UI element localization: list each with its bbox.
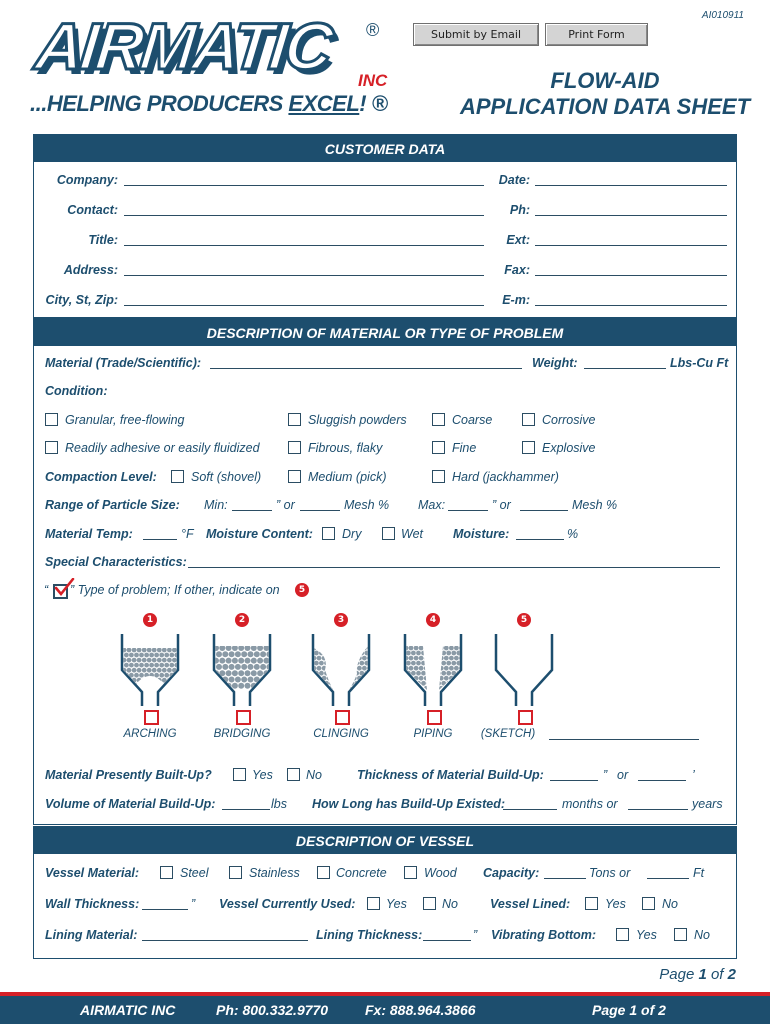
months-field[interactable]: [503, 797, 557, 810]
logo-tagline: ...HELPING PRODUCERS EXCEL! ®: [30, 91, 388, 116]
vessel-material-label: Vessel Material:: [45, 866, 140, 880]
moisture-wet-label: Wet: [401, 527, 423, 541]
capacity-tons-field[interactable]: [544, 866, 586, 879]
special-characteristics-field[interactable]: [188, 555, 720, 568]
customer-city-st-zip-field[interactable]: [124, 293, 484, 306]
min-inch-field[interactable]: [232, 498, 272, 511]
footer-fax: Fx: 888.964.3866: [365, 1002, 476, 1018]
page-indicator: Page 1 of 2: [659, 966, 736, 983]
customer-fax-label: Fax:: [504, 263, 530, 277]
customer-title-field[interactable]: [124, 233, 484, 246]
compaction-label: Compaction Level:: [45, 470, 157, 484]
vessel-concrete-checkbox[interactable]: [317, 866, 330, 879]
weight-field[interactable]: [584, 356, 666, 369]
customer-date-field[interactable]: [535, 173, 727, 186]
material-header: DESCRIPTION OF MATERIAL OR TYPE OF PROBLEM: [33, 318, 737, 346]
vessel-lined-no-checkbox[interactable]: [642, 897, 655, 910]
problem-open-quote: “: [44, 583, 49, 597]
footer-company: AIRMATIC INC: [80, 1002, 176, 1018]
problem-clinging-number: 3: [334, 613, 348, 627]
problem-bridging-number: 2: [235, 613, 249, 627]
wall-thickness-label: Wall Thickness:: [45, 897, 140, 911]
moisture-unit: %: [567, 527, 579, 541]
thickness-foot-field[interactable]: [638, 768, 686, 781]
condition-corrosive-checkbox[interactable]: [522, 413, 535, 426]
vessel-wood-checkbox[interactable]: [404, 866, 417, 879]
builtup-yes-label: Yes: [252, 768, 273, 782]
customer-e-m-label: E-m:: [502, 293, 530, 307]
temp-label: Material Temp:: [45, 527, 133, 541]
problem-clinging-checkbox[interactable]: [335, 710, 350, 725]
vessel-steel-checkbox[interactable]: [160, 866, 173, 879]
condition-coarse-label: Coarse: [452, 413, 493, 427]
capacity-label: Capacity:: [483, 866, 540, 880]
problem-arching-number: 1: [143, 613, 157, 627]
max-mesh-pct: Mesh %: [572, 498, 618, 512]
condition-fine-label: Fine: [452, 441, 477, 455]
company-logo: [30, 9, 400, 121]
max-mesh-field[interactable]: [520, 498, 568, 511]
customer-city-st-zip-label: City, St, Zip:: [45, 293, 118, 307]
customer-company-label: Company:: [56, 173, 118, 187]
problem-arching-illustration: [120, 634, 180, 708]
builtup-no-label: No: [306, 768, 322, 782]
wall-thickness-field[interactable]: [142, 897, 188, 910]
logo-inc: INC: [358, 71, 388, 90]
problem-check-example-icon: [53, 584, 68, 599]
condition-sluggish-powders-label: Sluggish powders: [308, 413, 407, 427]
problem-arching-label: ARCHING: [123, 728, 177, 740]
condition-label: Condition:: [45, 384, 108, 398]
material-panel: [33, 318, 737, 825]
sketch-field[interactable]: [549, 727, 699, 740]
vibrating-no-label: No: [694, 928, 710, 942]
problem-bridging-label: BRIDGING: [213, 728, 271, 740]
condition-granular-free-flowing-label: Granular, free-flowing: [65, 413, 185, 427]
particle-size-label: Range of Particle Size:: [45, 498, 180, 512]
customer-contact-field[interactable]: [124, 203, 484, 216]
problem-sketch-illustration: [494, 634, 554, 708]
condition-coarse-checkbox[interactable]: [432, 413, 445, 426]
months-or: months or: [562, 797, 618, 811]
min-mesh-pct: Mesh %: [344, 498, 390, 512]
submit-by-email-button[interactable]: Submit by Email: [413, 23, 539, 46]
logo-reg: ®: [366, 20, 380, 40]
condition-fibrous-flaky-label: Fibrous, flaky: [308, 441, 383, 455]
customer-date-label: Date:: [498, 173, 530, 187]
vessel-lined-yes-label: Yes: [605, 897, 626, 911]
customer-ext-label: Ext:: [506, 233, 530, 247]
problem-sketch-number: 5: [517, 613, 531, 627]
vessel-used-yes-checkbox[interactable]: [367, 897, 380, 910]
problem-bridging-illustration: [212, 634, 272, 708]
customer-contact-label: Contact:: [67, 203, 118, 217]
temp-unit: °F: [181, 527, 194, 541]
vessel-used-no-checkbox[interactable]: [423, 897, 436, 910]
vessel-lined-yes-checkbox[interactable]: [585, 897, 598, 910]
volume-label: Volume of Material Build-Up:: [45, 797, 216, 811]
temp-field[interactable]: [143, 527, 177, 540]
customer-company-field[interactable]: [124, 173, 484, 186]
vessel-header: DESCRIPTION OF VESSEL: [33, 826, 737, 854]
builtup-label: Material Presently Built-Up?: [45, 768, 212, 782]
years-field[interactable]: [628, 797, 688, 810]
min-label: Min:: [204, 498, 228, 512]
condition-explosive-label: Explosive: [542, 441, 596, 455]
weight-label: Weight:: [532, 356, 578, 370]
problem-sketch-label: (SKETCH): [480, 728, 536, 740]
capacity-tons-or: Tons or: [589, 866, 631, 880]
problem-piping-checkbox[interactable]: [427, 710, 442, 725]
problem-num-badge: 5: [295, 583, 309, 597]
years-label: years: [692, 797, 723, 811]
vessel-stainless-label: Stainless: [249, 866, 300, 880]
lining-thickness-label: Lining Thickness:: [316, 928, 423, 942]
lining-inch-mark: ”: [473, 928, 478, 942]
compaction-hard-checkbox[interactable]: [432, 470, 445, 483]
print-form-button[interactable]: Print Form: [545, 23, 648, 46]
vibrating-yes-checkbox[interactable]: [616, 928, 629, 941]
problem-sketch-checkbox[interactable]: [518, 710, 533, 725]
customer-ph-label: Ph:: [509, 203, 530, 217]
vessel-used-no-label: No: [442, 897, 458, 911]
condition-explosive-checkbox[interactable]: [522, 441, 535, 454]
capacity-ft: Ft: [693, 866, 705, 880]
problem-piping-label: PIPING: [413, 728, 453, 740]
compaction-medium-label: Medium (pick): [308, 470, 387, 484]
lining-material-field[interactable]: [142, 928, 308, 941]
compaction-soft-checkbox[interactable]: [171, 470, 184, 483]
customer-title-label: Title:: [88, 233, 118, 247]
customer-fax-field[interactable]: [535, 263, 727, 276]
min-mesh-field[interactable]: [300, 498, 340, 511]
condition-sluggish-powders-checkbox[interactable]: [288, 413, 301, 426]
compaction-hard-label: Hard (jackhammer): [452, 470, 559, 484]
max-inch-field[interactable]: [448, 498, 488, 511]
weight-unit: Lbs-Cu Ft: [670, 356, 729, 370]
moisture-dry-label: Dry: [342, 527, 362, 541]
vibrating-no-checkbox[interactable]: [674, 928, 687, 941]
doc-code: AI010911: [701, 10, 744, 21]
customer-ext-field[interactable]: [535, 233, 727, 246]
problem-clinging-illustration: [311, 634, 371, 708]
howlong-label: How Long has Build-Up Existed:: [312, 797, 506, 811]
compaction-soft-label: Soft (shovel): [191, 470, 262, 484]
problem-arching-checkbox[interactable]: [144, 710, 159, 725]
vessel-used-label: Vessel Currently Used:: [219, 897, 356, 911]
problem-bridging-checkbox[interactable]: [236, 710, 251, 725]
vessel-lined-no-label: No: [662, 897, 678, 911]
condition-corrosive-label: Corrosive: [542, 413, 596, 427]
compaction-medium-checkbox[interactable]: [288, 470, 301, 483]
customer-e-m-field[interactable]: [535, 293, 727, 306]
min-inch-or: ” or: [276, 498, 295, 512]
vessel-concrete-label: Concrete: [336, 866, 387, 880]
vessel-used-yes-label: Yes: [386, 897, 407, 911]
moisture-label: Moisture:: [453, 527, 510, 541]
problem-instruction: ” Type of problem; If other, indicate on: [70, 583, 280, 597]
max-label: Max:: [418, 498, 446, 512]
customer-address-field[interactable]: [124, 263, 484, 276]
condition-readily-adhesive-or-easily-fluidized-label: Readily adhesive or easily fluidized: [65, 441, 260, 455]
volume-lbs: lbs: [271, 797, 287, 811]
condition-readily-adhesive-or-easily-fluidized-checkbox[interactable]: [45, 441, 58, 454]
moisture-wet-checkbox[interactable]: [382, 527, 395, 540]
material-label: Material (Trade/Scientific):: [45, 356, 202, 370]
logo-brand: AIRMATIC: [32, 9, 334, 83]
thickness-label: Thickness of Material Build-Up:: [357, 768, 544, 782]
thickness-inch-mark: ”: [603, 768, 608, 782]
moisture-dry-checkbox[interactable]: [322, 527, 335, 540]
max-inch-or: ” or: [492, 498, 511, 512]
customer-address-label: Address:: [63, 263, 118, 277]
lining-thickness-field[interactable]: [423, 928, 471, 941]
footer-page: Page 1 of 2: [592, 1002, 666, 1018]
vessel-lined-label: Vessel Lined:: [490, 897, 571, 911]
moisture-content-label: Moisture Content:: [206, 527, 313, 541]
builtup-no-checkbox[interactable]: [287, 768, 300, 781]
form-title: FLOW-AID APPLICATION DATA SHEET: [459, 68, 751, 119]
vessel-steel-label: Steel: [180, 866, 209, 880]
thickness-foot-mark: ’: [692, 768, 695, 782]
volume-field[interactable]: [222, 797, 270, 810]
condition-fine-checkbox[interactable]: [432, 441, 445, 454]
vessel-stainless-checkbox[interactable]: [229, 866, 242, 879]
moisture-field[interactable]: [516, 527, 564, 540]
vessel-wood-label: Wood: [424, 866, 457, 880]
problem-piping-number: 4: [426, 613, 440, 627]
wall-inch-mark: ”: [191, 897, 196, 911]
footer-bar: [0, 996, 770, 1024]
condition-fibrous-flaky-checkbox[interactable]: [288, 441, 301, 454]
material-field[interactable]: [210, 356, 522, 369]
customer-header: CUSTOMER DATA: [33, 134, 737, 162]
customer-ph-field[interactable]: [535, 203, 727, 216]
problem-piping-illustration: [403, 634, 463, 708]
builtup-yes-checkbox[interactable]: [233, 768, 246, 781]
capacity-ft-field[interactable]: [647, 866, 689, 879]
vibrating-yes-label: Yes: [636, 928, 657, 942]
thickness-or: or: [617, 768, 629, 782]
condition-granular-free-flowing-checkbox[interactable]: [45, 413, 58, 426]
special-characteristics-label: Special Characteristics:: [45, 555, 187, 569]
footer-phone: Ph: 800.332.9770: [216, 1002, 329, 1018]
lining-material-label: Lining Material:: [45, 928, 138, 942]
problem-clinging-label: CLINGING: [313, 728, 369, 740]
thickness-inch-field[interactable]: [550, 768, 598, 781]
vibrating-bottom-label: Vibrating Bottom:: [491, 928, 597, 942]
